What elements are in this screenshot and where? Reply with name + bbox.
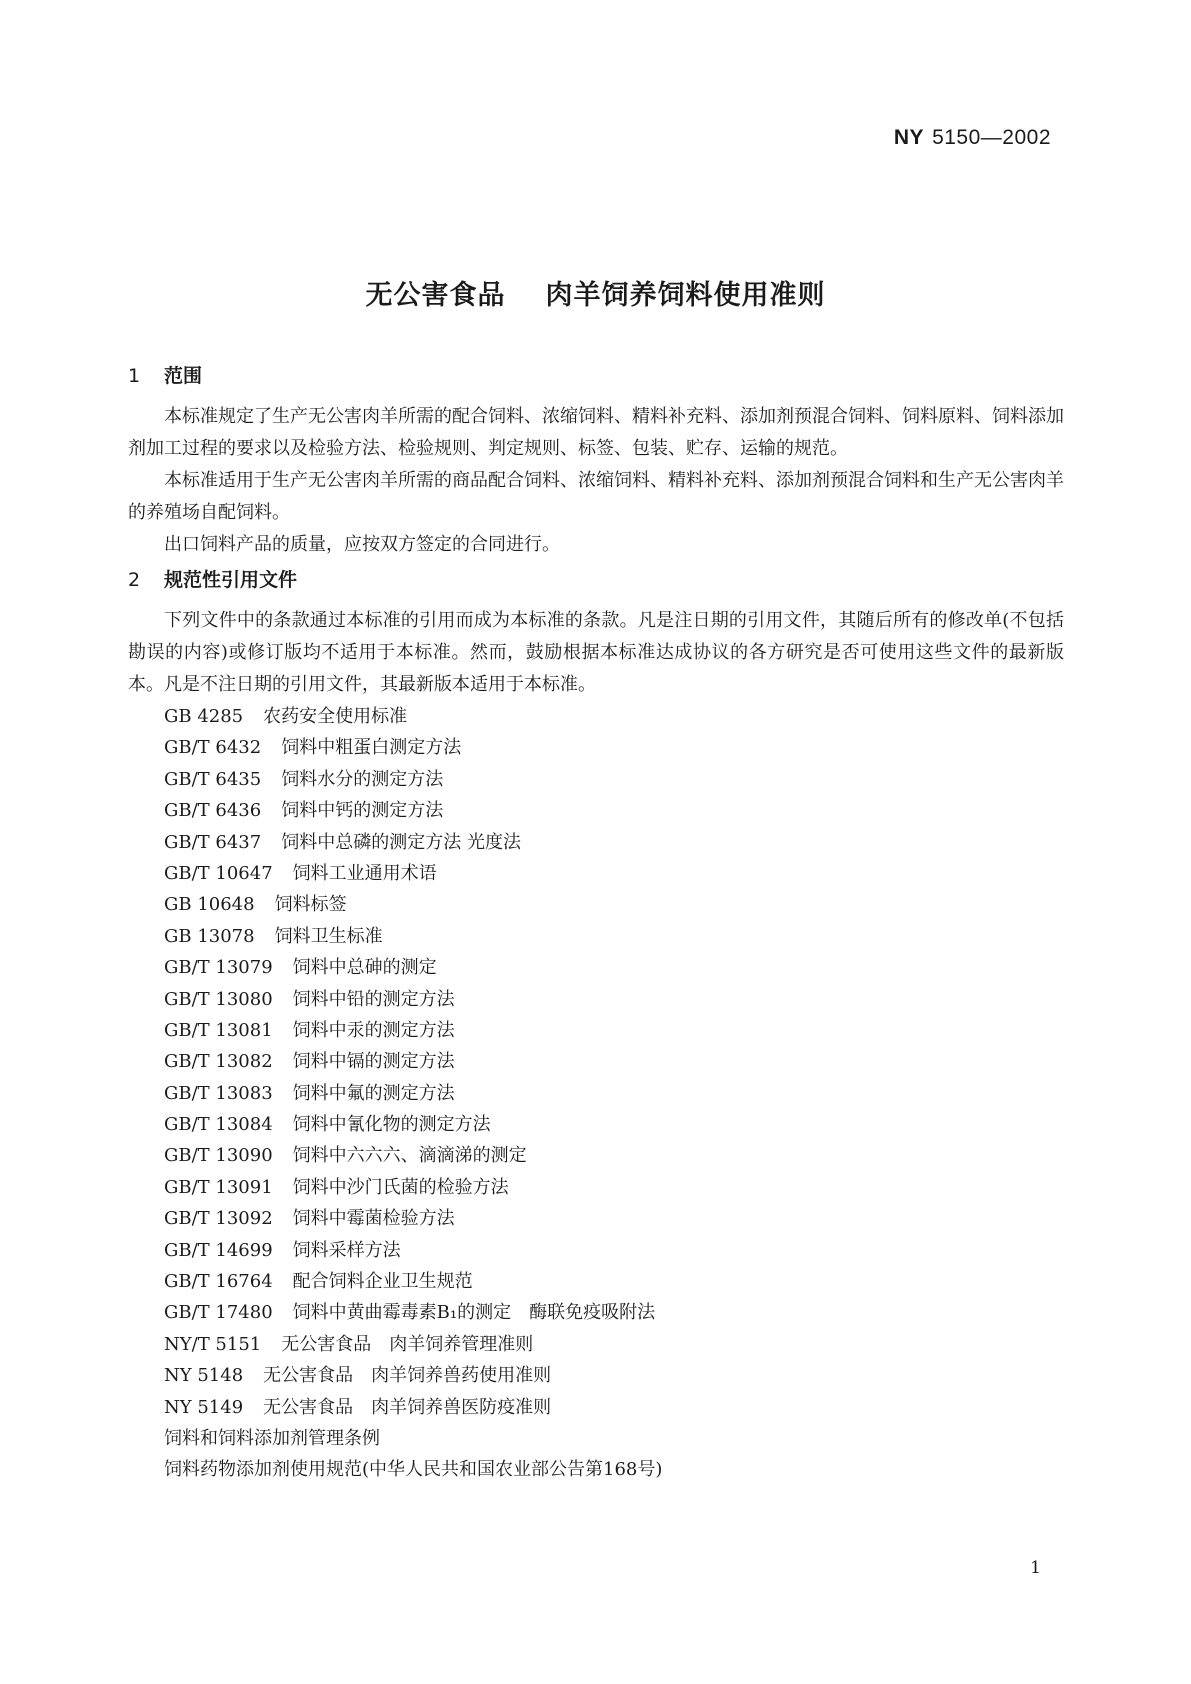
reference-title: 饲料中氰化物的测定方法 bbox=[292, 1114, 491, 1136]
reference-code: GB/T 13079 bbox=[164, 957, 273, 979]
reference-code: GB/T 6435 bbox=[164, 768, 262, 790]
reference-code: NY 5148 bbox=[164, 1365, 244, 1387]
reference-item bbox=[128, 1266, 1064, 1297]
reference-title: 饲料工业通用术语 bbox=[292, 862, 437, 884]
reference-list bbox=[128, 701, 1064, 1486]
title-part1: 无公害食品 bbox=[365, 280, 506, 311]
reference-code: GB/T 6436 bbox=[164, 800, 262, 822]
reference-item bbox=[128, 1423, 1064, 1454]
reference-code: GB/T 13080 bbox=[164, 988, 273, 1010]
section-heading bbox=[128, 361, 1064, 391]
reference-item bbox=[128, 858, 1064, 889]
reference-code: GB/T 13081 bbox=[164, 1019, 273, 1041]
reference-code: GB/T 13091 bbox=[164, 1176, 273, 1198]
reference-item bbox=[128, 1046, 1064, 1077]
reference-item bbox=[128, 1109, 1064, 1140]
reference-code: GB/T 6432 bbox=[164, 737, 262, 759]
reference-title: 饲料中六六六、滴滴涕的测定 bbox=[292, 1145, 527, 1167]
reference-code: GB/T 10647 bbox=[164, 862, 273, 884]
paragraph: 本标准规定了生产无公害肉羊所需的配合饲料、浓缩饲料、精料补充料、添加剂预混合饲料、饲料原料、饲料添加剂加工过程的要求以及检验方法、检验规则、判定规则、标签、包装、贮存、运输的规范。 bbox=[128, 406, 1064, 459]
paragraph: 出口饲料产品的质量，应按双方签定的合同进行。 bbox=[164, 534, 560, 555]
reference-title: 饲料中铅的测定方法 bbox=[292, 988, 455, 1010]
section-title: 规范性引用文件 bbox=[164, 569, 298, 591]
reference-title: 饲料水分的测定方法 bbox=[281, 768, 444, 790]
reference-item bbox=[128, 1454, 1064, 1485]
reference-title: 饲料采样方法 bbox=[292, 1239, 401, 1261]
reference-title: 饲料中汞的测定方法 bbox=[292, 1019, 455, 1041]
reference-code: GB/T 13082 bbox=[164, 1051, 273, 1073]
paragraph: 下列文件中的条款通过本标准的引用而成为本标准的条款。凡是注日期的引用文件，其随后所有的修改单(不包括勘误的内容)或修订版均不适用于本标准。然而，鼓励根据本标准达成协议的各方研究是否可使用这些文件的最新版本。凡是不注日期的引用文件，其最新版本适用于本标准。 bbox=[128, 610, 1064, 695]
reference-item bbox=[128, 732, 1064, 763]
reference-title: 饲料中沙门氏菌的检验方法 bbox=[292, 1176, 509, 1198]
reference-title: 饲料中总磷的测定方法 光度法 bbox=[281, 831, 521, 853]
section-number: 2 bbox=[128, 569, 141, 591]
reference-item bbox=[128, 1172, 1064, 1203]
reference-title: 无公害食品 肉羊饲养兽医防疫准则 bbox=[263, 1396, 552, 1418]
paragraph: 本标准适用于生产无公害肉羊所需的商品配合饲料、浓缩饲料、精料补充料、添加剂预混合饲料和生产无公害肉羊的养殖场自配饲料。 bbox=[128, 470, 1064, 523]
reference-item bbox=[128, 1078, 1064, 1109]
reference-item bbox=[128, 1015, 1064, 1046]
reference-code: GB/T 13084 bbox=[164, 1114, 273, 1136]
reference-title: 无公害食品 肉羊饲养兽药使用准则 bbox=[263, 1365, 552, 1387]
reference-title: 饲料卫生标准 bbox=[274, 925, 383, 947]
reference-title: 饲料中氟的测定方法 bbox=[292, 1082, 455, 1104]
section-title: 范围 bbox=[164, 365, 203, 387]
reference-title: 饲料中钙的测定方法 bbox=[281, 800, 444, 822]
section-2 bbox=[128, 565, 1064, 1486]
section-1 bbox=[128, 361, 1064, 561]
reference-title: 饲料中镉的测定方法 bbox=[292, 1051, 455, 1073]
standard-code: 5150—2002 bbox=[932, 126, 1051, 149]
reference-item bbox=[128, 1360, 1064, 1391]
reference-item bbox=[128, 1203, 1064, 1234]
reference-code: GB 10648 bbox=[164, 894, 255, 916]
reference-title: 饲料标签 bbox=[274, 894, 347, 916]
reference-code: NY 5149 bbox=[164, 1396, 244, 1418]
reference-code: GB 4285 bbox=[164, 706, 244, 727]
reference-code: GB/T 16764 bbox=[164, 1271, 273, 1293]
section-heading bbox=[128, 565, 1064, 595]
reference-code: GB/T 13092 bbox=[164, 1208, 273, 1230]
reference-title: 配合饲料企业卫生规范 bbox=[292, 1271, 473, 1293]
reference-title: 饲料中黄曲霉毒素B₁的测定 酶联免疫吸附法 bbox=[292, 1302, 656, 1324]
reference-code: GB/T 14699 bbox=[164, 1239, 273, 1261]
reference-code: GB/T 13083 bbox=[164, 1082, 273, 1104]
reference-item bbox=[128, 952, 1064, 983]
reference-code: GB/T 13090 bbox=[164, 1145, 273, 1167]
section-number: 1 bbox=[128, 365, 141, 387]
reference-title: 无公害食品 肉羊饲养管理准则 bbox=[281, 1333, 534, 1355]
reference-code: GB 13078 bbox=[164, 925, 255, 947]
reference-item bbox=[128, 1235, 1064, 1266]
reference-item bbox=[128, 1297, 1064, 1328]
reference-item bbox=[128, 889, 1064, 920]
reference-title: 饲料中总砷的测定 bbox=[292, 957, 437, 979]
reference-title: 饲料和饲料添加剂管理条例 bbox=[164, 1427, 380, 1449]
reference-item bbox=[128, 795, 1064, 826]
reference-code: GB/T 17480 bbox=[164, 1302, 273, 1324]
reference-item bbox=[128, 921, 1064, 952]
reference-code: GB/T 6437 bbox=[164, 831, 262, 853]
document-title bbox=[0, 273, 1191, 312]
reference-item bbox=[128, 701, 1064, 732]
reference-item bbox=[128, 1140, 1064, 1171]
reference-item bbox=[128, 984, 1064, 1015]
reference-title: 饲料中霉菌检验方法 bbox=[292, 1208, 455, 1230]
reference-item bbox=[128, 764, 1064, 795]
standard-number bbox=[894, 126, 1051, 150]
title-part2: 肉羊饲养饲料使用准则 bbox=[545, 280, 826, 311]
reference-item bbox=[128, 1392, 1064, 1423]
reference-title: 饲料药物添加剂使用规范(中华人民共和国农业部公告第168号) bbox=[164, 1459, 663, 1481]
reference-code: NY/T 5151 bbox=[164, 1333, 262, 1355]
reference-item bbox=[128, 1329, 1064, 1360]
reference-title: 农药安全使用标准 bbox=[263, 706, 408, 727]
reference-title: 饲料中粗蛋白测定方法 bbox=[281, 737, 462, 759]
standard-prefix: NY bbox=[893, 126, 925, 149]
reference-item bbox=[128, 827, 1064, 858]
page-number: 1 bbox=[1030, 1558, 1041, 1578]
